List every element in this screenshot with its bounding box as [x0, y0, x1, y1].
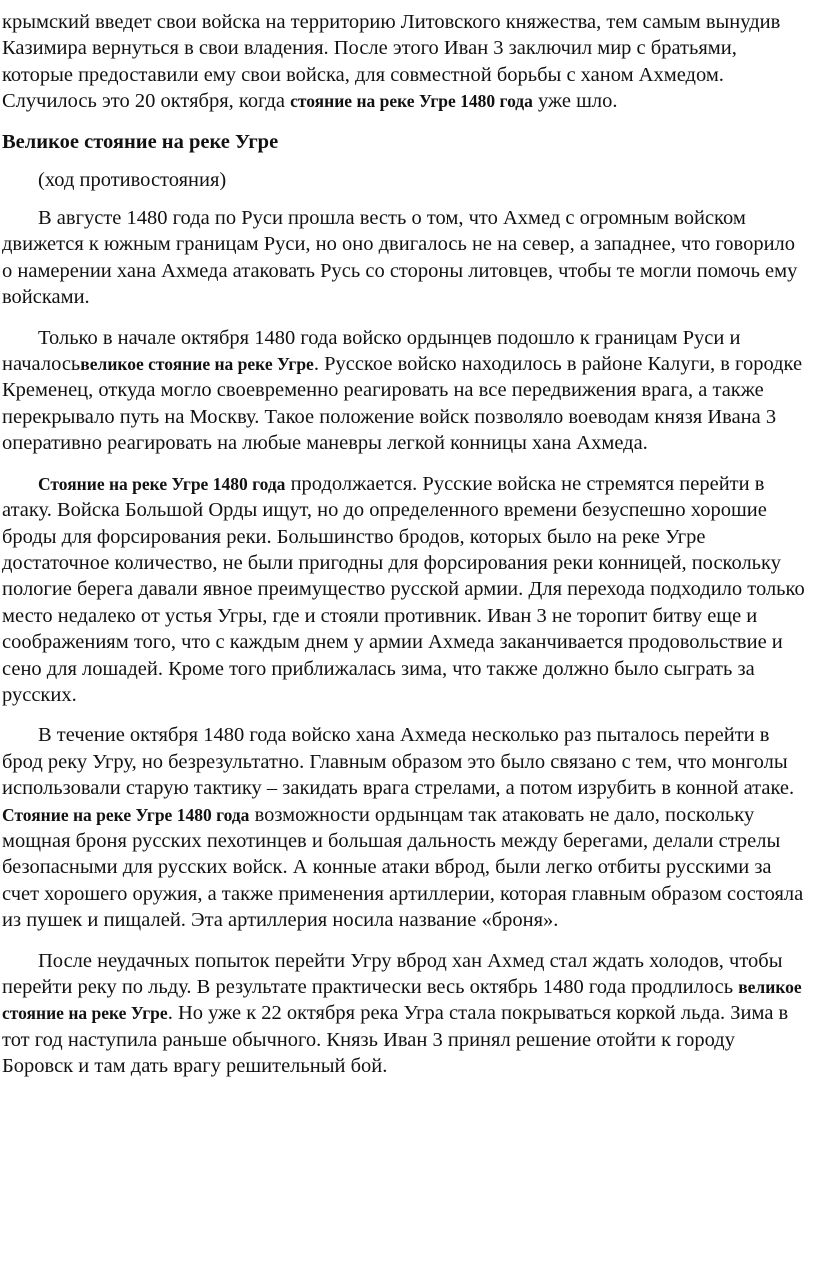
- section-heading: Великое стояние на реке Угре: [2, 130, 279, 153]
- paragraph-august: В августе 1480 года по Руси прошла весть о том, что Ахмед с огромным войском движется к южным границам Руси, но оно двигалось не на север, а западнее, что говорило о намерении хана Ахмеда атаковать Русь со стороны литовцев, чтобы те могли помочь ему войсками.: [2, 207, 798, 309]
- paragraph-intro: крымский введет свои войска на территорию Литовского княжества, тем самым вынудив Казимира вернуться в свои владения. После этого Иван 3 заключил мир с братьями, которые предоставили ему свои войска, для совместной борьбы с ханом Ахмедом. Случилось это 20 октября, когда стояние на реке Угре 1480 года уже шло.: [2, 11, 781, 113]
- paragraph-winter: После неудачных попыток перейти Угру вброд хан Ахмед стал ждать холодов, чтобы перейти реку по льду. В результате практически весь октябрь 1480 года продлилось великое стояние на реке Угре. Но уже к 22 октября река Угра стала покрываться коркой льда. Зима в тот год наступила раньше обычного. Князь Иван 3 принял решение отойти к городу Боровск и там дать врагу решительный бой.: [2, 949, 802, 1078]
- paragraph-standoff-continues: Стояние на реке Угре 1480 года продолжается. Русские войска не стремятся перейти в атаку. Войска Большой Орды ищут, но до определенного времени безуспешно хорошие броды для форсирования реки. Большинство бродов, которых было на реке Угре достаточное количество, не были пригодны для форсирования реки конницей, поскольку пологие берега давали явное преимущество русской армии. Для перехода подходило только место недалеко от устья Угры, где и стояли противник. Иван 3 не торопит битву еще и соображениям того, что с каждым днем у армии Ахмеда заканчивается продовольствие и сено для лошадей. Кроме того приближалась зима, что также должно было сыграть за русских.: [2, 472, 805, 706]
- bold-phrase: Стояние на реке Угре 1480 года: [38, 473, 286, 494]
- bold-phrase: Стояние на реке Угре 1480 года: [2, 804, 250, 825]
- paragraph-crossing-attempts: В течение октября 1480 года войско хана Ахмеда несколько раз пыталось перейти в брод реку Угру, но безрезультатно. Главным образом это было связано с тем, что монголы использовали старую тактику – закидать врага стрелами, а потом изрубить в конной атаке. Стояние на реке Угре 1480 года возможности ордынцам так атаковать не дало, поскольку мощная броня русских пехотинцев и большая дальность между берегами, делали стрелы безопасными для русских войск. А конные атаки вброд, были легко отбиты русскими за счет хорошего оружия, а также применения артиллерии, которая главным образом состояла из пушек и пищалей. Эта артиллерия носила название «броня».: [2, 724, 804, 932]
- section-subheading: (ход противостояния): [38, 168, 227, 191]
- bold-phrase: великое стояние на реке Угре: [80, 354, 314, 375]
- paragraph-october-start: Только в начале октября 1480 года войско ордынцев подошло к границам Руси и началосьвеликое стояние на реке Угре. Русское войско находилось в районе Калуги, в городке Кременец, откуда могло своевременно реагировать на все передвижения врага, а также перекрывало путь на Москву. Такое положение войск позволяло воеводам князя Ивана 3 оперативно реагировать на любые маневры легкой конницы хана Ахмеда.: [2, 326, 803, 455]
- bold-phrase: стояние на реке Угре 1480 года: [290, 91, 533, 112]
- bold-phrase: великое стояние на реке Угре: [2, 977, 802, 1024]
